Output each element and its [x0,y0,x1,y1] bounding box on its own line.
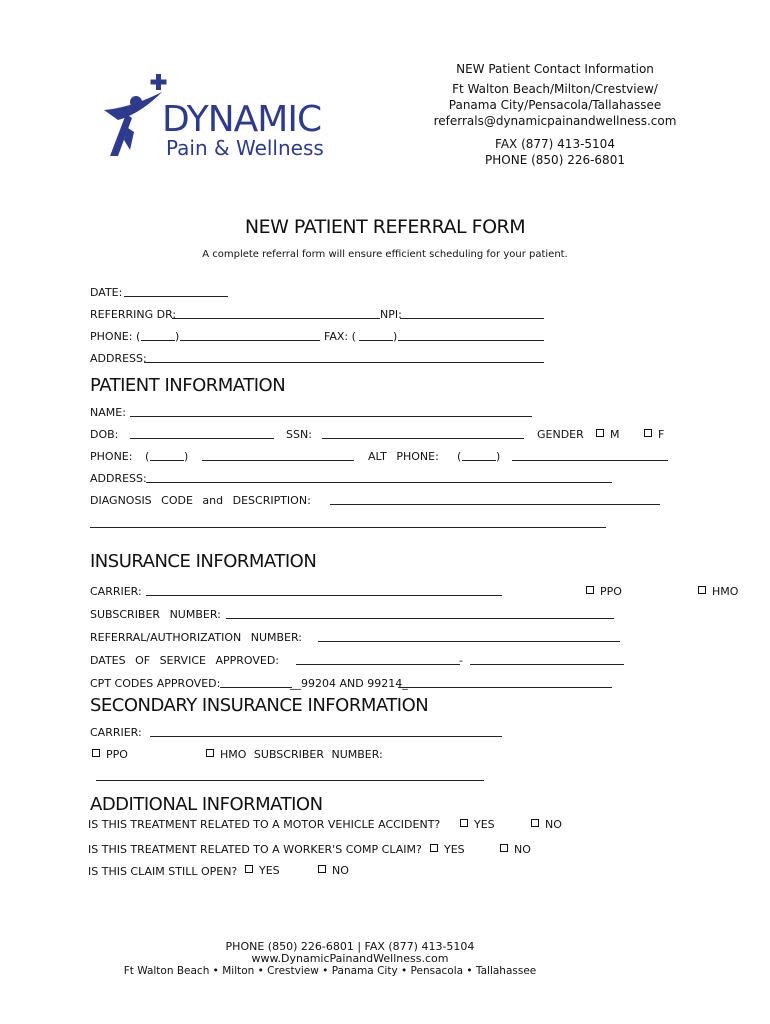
date-field[interactable] [124,296,228,297]
referring-dr-field[interactable] [172,318,380,319]
referring-fax-label: FAX: ( [324,330,356,343]
yes-label: YES [259,864,280,877]
checkbox-icon[interactable] [245,865,253,873]
insurance-heading: INSURANCE INFORMATION [90,551,317,572]
form-subtitle: A complete referral form will ensure efficient scheduling for your patient. [202,249,568,260]
insurance-carrier-label: CARRIER: [90,585,142,598]
insurance-dates-to-field[interactable] [470,664,624,665]
patient-alt-open: ( [457,450,462,463]
no-label: NO [332,864,349,877]
patient-name-field[interactable] [130,416,532,417]
contact-email[interactable]: referrals@dynamicpainandwellness.com [433,114,677,128]
gender-female-label: F [658,428,665,441]
insurance-dates-label: DATES OF SERVICE APPROVED: [90,654,279,667]
patient-phone-label: PHONE: [90,450,133,463]
brand-name: DYNAMIC [162,99,322,140]
referring-dr-label: REFERRING DR: [90,308,177,321]
referring-phone-field[interactable] [180,340,320,341]
checkbox-icon[interactable] [698,586,706,594]
secondary-carrier-label: CARRIER: [90,726,142,739]
secondary-heading: SECONDARY INSURANCE INFORMATION [90,695,429,716]
patient-alt-phone-area-field[interactable] [462,460,496,461]
referring-fax-area-field[interactable] [359,340,393,341]
patient-phone-open: ( [145,450,150,463]
insurance-dates-from-field[interactable] [296,664,460,665]
contact-phone: PHONE (850) 226-6801 [485,153,625,167]
insurance-cpt-field-post[interactable] [398,687,612,688]
insurance-referral-field[interactable] [318,641,620,642]
referring-phone-label: PHONE: ( [90,330,141,343]
contact-locations-1: Ft Walton Beach/Milton/Crestview/ [452,82,658,96]
question-claim-open: IS THIS CLAIM STILL OPEN? [88,865,238,878]
insurance-ppo-option[interactable] [586,585,622,598]
yes-label: YES [474,818,495,831]
q2-no-option[interactable] [500,843,531,856]
checkbox-icon[interactable] [460,819,468,827]
secondary-ppo-label: PPO [106,748,128,761]
patient-diagnosis-label: DIAGNOSIS CODE and DESCRIPTION: [90,494,311,507]
referring-phone-close: ) [175,330,180,343]
insurance-hmo-option[interactable] [698,585,738,598]
patient-ssn-label: SSN: [286,428,312,441]
referring-fax-close: ) [393,330,398,343]
q1-no-option[interactable] [531,818,562,831]
additional-heading: ADDITIONAL INFORMATION [90,794,323,815]
insurance-cpt-label: CPT CODES APPROVED: [90,677,221,690]
patient-address-label: ADDRESS: [90,472,147,485]
checkbox-icon[interactable] [644,429,652,437]
checkbox-icon[interactable] [586,586,594,594]
secondary-hmo-option[interactable] [206,748,383,761]
npi-label: NPI: [380,308,402,321]
checkbox-icon[interactable] [531,819,539,827]
insurance-dates-sep: - [459,654,463,667]
patient-name-label: NAME: [90,406,126,419]
patient-address-field[interactable] [146,482,612,483]
patient-phone-close: ) [184,450,189,463]
insurance-carrier-field[interactable] [146,595,502,596]
checkbox-icon[interactable] [206,749,214,757]
patient-diagnosis-field-2[interactable] [90,527,606,528]
insurance-subscriber-field[interactable] [226,618,614,619]
patient-alt-close: ) [496,450,501,463]
patient-diagnosis-field[interactable] [330,504,660,505]
insurance-cpt-value: __99204 AND 99214_ [290,677,408,690]
contact-fax: FAX (877) 413-5104 [495,137,615,151]
q3-yes-option[interactable] [245,864,280,877]
yes-label: YES [444,843,465,856]
referring-phone-area-field[interactable] [141,340,175,341]
brand-tagline: Pain & Wellness [166,136,324,160]
referring-fax-field[interactable] [398,340,544,341]
patient-dob-label: DOB: [90,428,119,441]
patient-dob-field[interactable] [130,438,274,439]
secondary-carrier-field[interactable] [150,736,502,737]
patient-gender-label: GENDER [537,428,584,441]
no-label: NO [514,843,531,856]
insurance-hmo-label: HMO [712,585,739,598]
question-workers-comp: IS THIS TREATMENT RELATED TO A WORKER'S COMP CLAIM? [88,843,422,856]
question-motor-vehicle: IS THIS TREATMENT RELATED TO A MOTOR VEHICLE ACCIDENT? [88,818,441,831]
footer-contact: PHONE (850) 226-6801 | FAX (877) 413-5104 [225,940,475,953]
checkbox-icon[interactable] [318,865,326,873]
insurance-ppo-label: PPO [600,585,622,598]
patient-ssn-field[interactable] [322,438,524,439]
checkbox-icon[interactable] [500,844,508,852]
contact-locations-2: Panama City/Pensacola/Tallahassee [448,98,662,112]
q1-yes-option[interactable] [460,818,495,831]
checkbox-icon[interactable] [596,429,604,437]
no-label: NO [545,818,562,831]
secondary-ppo-option[interactable] [92,748,128,761]
referring-address-field[interactable] [144,362,544,363]
contact-title: NEW Patient Contact Information [456,62,654,76]
referring-address-label: ADDRESS: [90,352,147,365]
gender-male-label: M [610,428,620,441]
patient-phone-area-field[interactable] [150,460,184,461]
npi-field[interactable] [400,318,544,319]
checkbox-icon[interactable] [92,749,100,757]
insurance-subscriber-label: SUBSCRIBER NUMBER: [90,608,221,621]
checkbox-icon[interactable] [430,844,438,852]
brand-logo [100,70,340,165]
secondary-subscriber-field[interactable] [96,780,484,781]
insurance-cpt-field-pre[interactable] [220,687,292,688]
footer-website[interactable]: www.DynamicPainandWellness.com [251,952,449,965]
logo-figure-icon [100,70,170,160]
gender-male-option[interactable] [596,428,620,441]
q3-no-option[interactable] [318,864,349,877]
q2-yes-option[interactable] [430,843,465,856]
patient-heading: PATIENT INFORMATION [90,375,286,396]
secondary-hmo-label: HMO SUBSCRIBER NUMBER: [220,748,383,761]
form-title: NEW PATIENT REFERRAL FORM [244,216,526,238]
insurance-referral-label: REFERRAL/AUTHORIZATION NUMBER: [90,631,303,644]
footer-locations: Ft Walton Beach • Milton • Crestview • Panama City • Pensacola • Tallahassee [123,965,537,977]
patient-phone-field[interactable] [202,460,354,461]
date-label: DATE: [90,286,123,299]
gender-female-option[interactable] [644,428,664,441]
patient-alt-phone-label: ALT PHONE: [368,450,439,463]
patient-alt-phone-field[interactable] [512,460,668,461]
